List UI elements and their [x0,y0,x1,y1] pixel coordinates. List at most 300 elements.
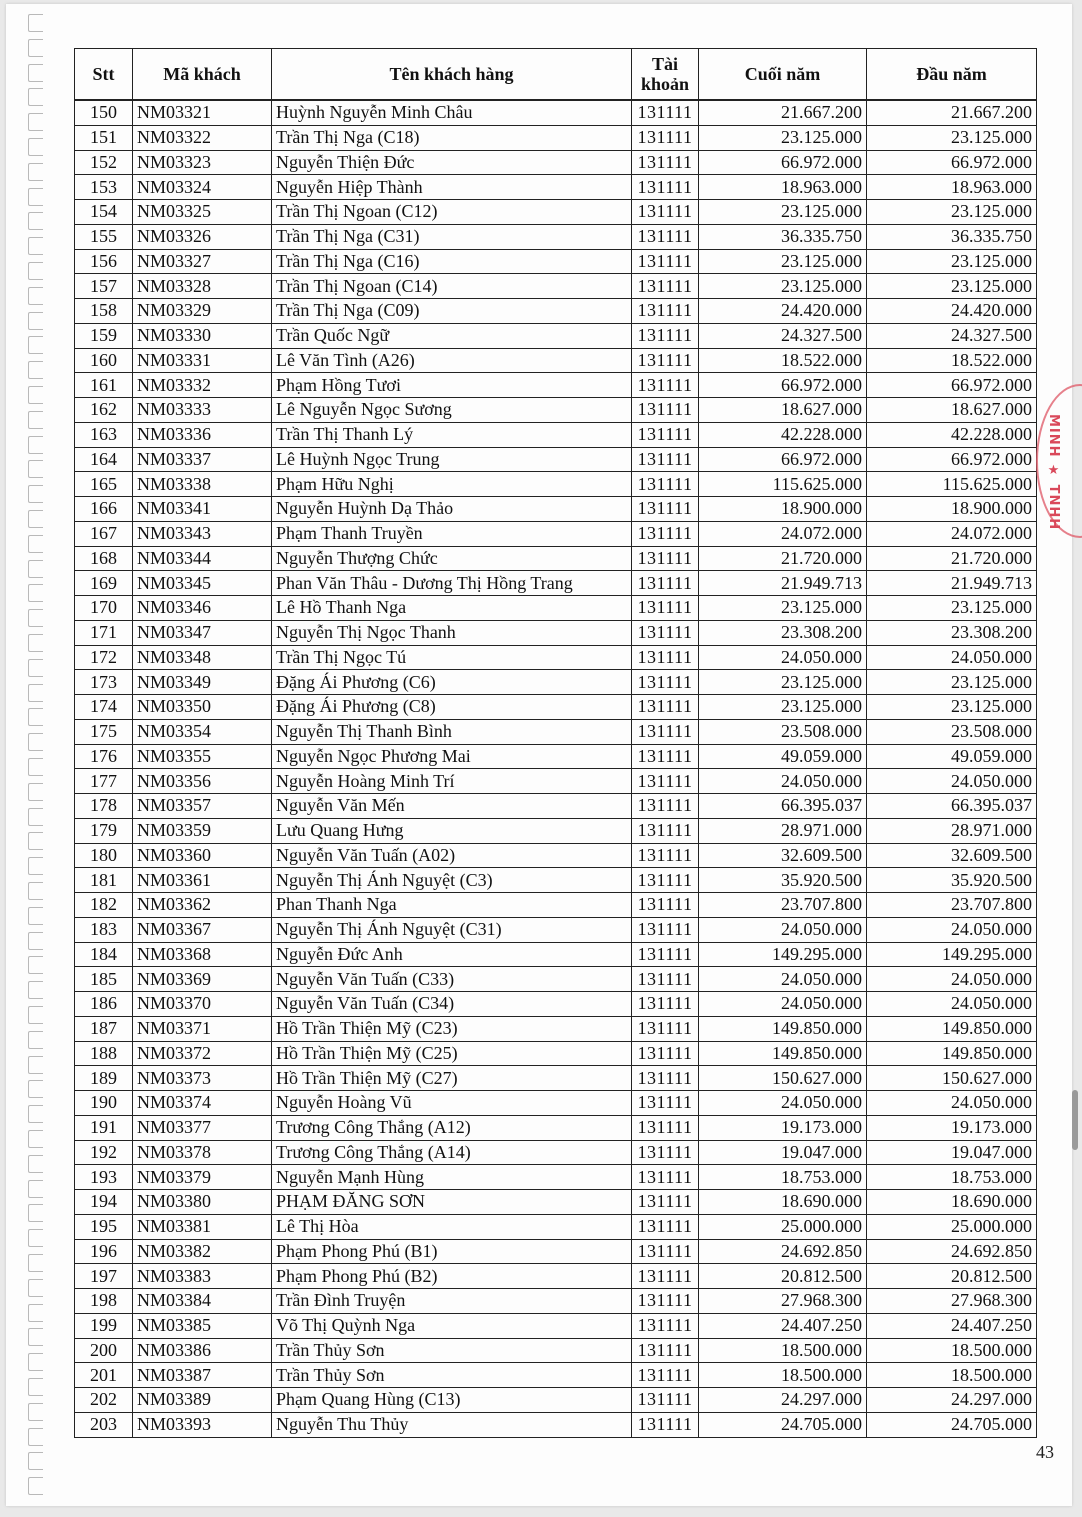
binding-hole [28,535,43,553]
cell-account: 131111 [632,744,699,769]
cell-customer-code: NM03350 [133,695,272,720]
cell-year-start: 23.125.000 [867,695,1037,720]
cell-account: 131111 [632,1041,699,1066]
table-row [75,942,1037,967]
header-stt: Stt [75,49,133,101]
cell-stt: 201 [75,1363,133,1388]
cell-year-end: 49.059.000 [699,744,867,769]
cell-customer-name: Nguyễn Thị Ánh Nguyệt (C3) [272,868,632,893]
cell-customer-name: Nguyễn Hiệp Thành [272,175,632,200]
cell-stt: 172 [75,645,133,670]
cell-customer-name: Lê Nguyễn Ngọc Sương [272,398,632,423]
table-row [75,472,1037,497]
cell-stt: 185 [75,967,133,992]
cell-year-start: 24.050.000 [867,645,1037,670]
cell-stt: 152 [75,150,133,175]
cell-customer-name: Nguyễn Ngọc Phương Mai [272,744,632,769]
cell-year-end: 18.900.000 [699,497,867,522]
cell-customer-code: NM03385 [133,1313,272,1338]
cell-year-start: 18.963.000 [867,175,1037,200]
cell-year-end: 23.125.000 [699,596,867,621]
cell-account: 131111 [632,150,699,175]
cell-stt: 174 [75,695,133,720]
binding-hole [28,1279,43,1297]
cell-year-end: 24.327.500 [699,323,867,348]
binding-hole [28,1105,43,1123]
cell-account: 131111 [632,422,699,447]
binding-hole [28,1056,43,1074]
binding-hole [28,1080,43,1098]
cell-customer-code: NM03370 [133,992,272,1017]
binding-hole [28,1180,43,1198]
header-account [632,49,699,101]
cell-year-start: 18.900.000 [867,497,1037,522]
table-row [75,1239,1037,1264]
binding-hole [28,510,43,528]
cell-year-end: 24.420.000 [699,299,867,324]
binding-hole [28,1428,43,1446]
cell-year-end: 24.050.000 [699,1091,867,1116]
cell-customer-code: NM03346 [133,596,272,621]
cell-year-end: 66.972.000 [699,150,867,175]
cell-stt: 159 [75,323,133,348]
cell-year-end: 23.125.000 [699,125,867,150]
cell-customer-name: Nguyễn Thị Thanh Bình [272,719,632,744]
table-row [75,596,1037,621]
cell-year-end: 21.949.713 [699,571,867,596]
cell-account: 131111 [632,843,699,868]
cell-customer-name: Trần Thị Nga (C31) [272,224,632,249]
table-row [75,1388,1037,1413]
cell-year-start: 23.125.000 [867,249,1037,274]
cell-customer-code: NM03347 [133,620,272,645]
cell-customer-name: Nguyễn Văn Tuấn (C33) [272,967,632,992]
cell-year-end: 18.753.000 [699,1165,867,1190]
cell-account: 131111 [632,274,699,299]
cell-customer-code: NM03387 [133,1363,272,1388]
table-row [75,695,1037,720]
cell-customer-code: NM03355 [133,744,272,769]
cell-stt: 158 [75,299,133,324]
cell-year-end: 23.125.000 [699,670,867,695]
cell-stt: 150 [75,100,133,125]
cell-year-end: 24.050.000 [699,917,867,942]
cell-stt: 165 [75,472,133,497]
cell-year-start: 49.059.000 [867,744,1037,769]
table-row [75,917,1037,942]
cell-account: 131111 [632,868,699,893]
table-row [75,224,1037,249]
cell-account: 131111 [632,472,699,497]
cell-year-start: 23.125.000 [867,596,1037,621]
cell-year-end: 36.335.750 [699,224,867,249]
cell-stt: 167 [75,521,133,546]
cell-stt: 175 [75,719,133,744]
cell-year-end: 21.720.000 [699,546,867,571]
cell-customer-code: NM03381 [133,1214,272,1239]
cell-account: 131111 [632,1140,699,1165]
binding-hole [28,1130,43,1148]
cell-year-end: 149.295.000 [699,942,867,967]
cell-account: 131111 [632,348,699,373]
cell-stt: 190 [75,1091,133,1116]
cell-stt: 166 [75,497,133,522]
cell-year-end: 18.627.000 [699,398,867,423]
table-row [75,1338,1037,1363]
cell-year-start: 24.297.000 [867,1388,1037,1413]
table-row [75,769,1037,794]
cell-year-start: 66.395.037 [867,794,1037,819]
cell-customer-name: Lê Huỳnh Ngọc Trung [272,447,632,472]
table-row [75,150,1037,175]
cell-stt: 194 [75,1190,133,1215]
table-row [75,1313,1037,1338]
cell-customer-code: NM03337 [133,447,272,472]
cell-year-start: 24.705.000 [867,1412,1037,1437]
cell-account: 131111 [632,497,699,522]
cell-customer-name: Trương Công Thắng (A14) [272,1140,632,1165]
cell-year-start: 23.508.000 [867,719,1037,744]
binding-hole [28,560,43,578]
cell-customer-code: NM03328 [133,274,272,299]
binding-hole [28,188,43,206]
cell-year-end: 24.705.000 [699,1412,867,1437]
cell-customer-code: NM03330 [133,323,272,348]
binding-hole [28,287,43,305]
table-row [75,1140,1037,1165]
company-seal-text: MINH ★ TNHH [1046,414,1061,531]
cell-customer-name: Lê Thị Hòa [272,1214,632,1239]
cell-customer-code: NM03389 [133,1388,272,1413]
cell-customer-name: Trần Thủy Sơn [272,1363,632,1388]
cell-year-start: 66.972.000 [867,447,1037,472]
cell-customer-code: NM03323 [133,150,272,175]
cell-customer-name: Trần Thị Nga (C09) [272,299,632,324]
cell-account: 131111 [632,299,699,324]
cell-customer-name: Nguyễn Hoàng Minh Trí [272,769,632,794]
cell-account: 131111 [632,942,699,967]
table-row [75,1289,1037,1314]
cell-year-start: 32.609.500 [867,843,1037,868]
cell-account: 131111 [632,596,699,621]
cell-stt: 198 [75,1289,133,1314]
binding-hole [28,808,43,826]
cell-customer-name: Hồ Trần Thiện Mỹ (C25) [272,1041,632,1066]
cell-year-start: 19.173.000 [867,1115,1037,1140]
table-row [75,1412,1037,1437]
cell-year-end: 150.627.000 [699,1066,867,1091]
cell-account: 131111 [632,893,699,918]
binding-hole [28,212,43,230]
cell-account: 131111 [632,175,699,200]
cell-account: 131111 [632,249,699,274]
binding-hole [28,783,43,801]
cell-customer-code: NM03336 [133,422,272,447]
cell-stt: 168 [75,546,133,571]
table-row [75,1091,1037,1116]
cell-year-start: 24.420.000 [867,299,1037,324]
table-row [75,893,1037,918]
cell-stt: 162 [75,398,133,423]
cell-year-end: 32.609.500 [699,843,867,868]
table-row [75,323,1037,348]
cell-year-start: 23.308.200 [867,620,1037,645]
cell-year-end: 18.690.000 [699,1190,867,1215]
cell-customer-name: Nguyễn Hoàng Vũ [272,1091,632,1116]
binding-hole [28,857,43,875]
cell-year-start: 20.812.500 [867,1264,1037,1289]
cell-year-start: 42.228.000 [867,422,1037,447]
cell-account: 131111 [632,1115,699,1140]
table-header-row [75,49,1037,101]
binding-hole [28,1204,43,1222]
cell-customer-name: Phan Văn Thâu - Dương Thị Hồng Trang [272,571,632,596]
scrollbar-thumb[interactable] [1072,1090,1078,1150]
cell-customer-code: NM03367 [133,917,272,942]
cell-year-start: 27.968.300 [867,1289,1037,1314]
cell-customer-name: Trần Thị Nga (C16) [272,249,632,274]
cell-customer-name: Phạm Hồng Tươi [272,373,632,398]
cell-customer-name: Đặng Ái Phương (C6) [272,670,632,695]
cell-customer-code: NM03362 [133,893,272,918]
binding-hole [28,1328,43,1346]
cell-stt: 173 [75,670,133,695]
cell-year-start: 24.072.000 [867,521,1037,546]
cell-customer-code: NM03382 [133,1239,272,1264]
binding-hole [28,1006,43,1024]
cell-customer-code: NM03344 [133,546,272,571]
cell-year-end: 18.963.000 [699,175,867,200]
binding-hole [28,436,43,454]
cell-year-end: 24.050.000 [699,967,867,992]
table-row [75,373,1037,398]
cell-customer-code: NM03373 [133,1066,272,1091]
table-row [75,249,1037,274]
cell-year-end: 66.972.000 [699,373,867,398]
table-row [75,422,1037,447]
cell-customer-code: NM03325 [133,200,272,225]
cell-year-start: 36.335.750 [867,224,1037,249]
binding-hole [28,907,43,925]
cell-customer-name: Trần Thị Ngoan (C12) [272,200,632,225]
cell-stt: 183 [75,917,133,942]
cell-customer-code: NM03348 [133,645,272,670]
cell-year-start: 23.707.800 [867,893,1037,918]
cell-year-end: 42.228.000 [699,422,867,447]
cell-stt: 153 [75,175,133,200]
cell-customer-name: Nguyễn Văn Mến [272,794,632,819]
table-row [75,1363,1037,1388]
cell-customer-name: Phạm Thanh Truyền [272,521,632,546]
cell-year-end: 19.047.000 [699,1140,867,1165]
cell-stt: 161 [75,373,133,398]
cell-year-end: 27.968.300 [699,1289,867,1314]
cell-customer-name: Hồ Trần Thiện Mỹ (C27) [272,1066,632,1091]
cell-customer-name: Nguyễn Thu Thủy [272,1412,632,1437]
header-customer-name: Tên khách hàng [272,49,632,101]
cell-stt: 196 [75,1239,133,1264]
cell-account: 131111 [632,447,699,472]
cell-customer-code: NM03333 [133,398,272,423]
cell-stt: 176 [75,744,133,769]
cell-year-start: 149.850.000 [867,1041,1037,1066]
cell-customer-code: NM03357 [133,794,272,819]
binding-hole [28,1031,43,1049]
cell-account: 131111 [632,670,699,695]
cell-year-end: 24.072.000 [699,521,867,546]
table-row [75,521,1037,546]
table-row [75,175,1037,200]
cell-account: 131111 [632,719,699,744]
table-row [75,794,1037,819]
cell-customer-name: Phạm Hữu Nghị [272,472,632,497]
cell-year-start: 23.125.000 [867,125,1037,150]
cell-account: 131111 [632,1313,699,1338]
cell-account: 131111 [632,546,699,571]
cell-year-start: 25.000.000 [867,1214,1037,1239]
cell-customer-code: NM03327 [133,249,272,274]
cell-customer-code: NM03332 [133,373,272,398]
binding-hole [28,1477,43,1495]
binding-hole [28,1452,43,1470]
cell-stt: 164 [75,447,133,472]
cell-year-end: 24.407.250 [699,1313,867,1338]
cell-customer-name: Trần Đình Truyện [272,1289,632,1314]
cell-customer-code: NM03331 [133,348,272,373]
cell-year-end: 18.500.000 [699,1363,867,1388]
cell-year-end: 23.308.200 [699,620,867,645]
cell-year-start: 19.047.000 [867,1140,1037,1165]
cell-account: 131111 [632,224,699,249]
cell-year-start: 66.972.000 [867,373,1037,398]
cell-customer-code: NM03386 [133,1338,272,1363]
binding-hole [28,1254,43,1272]
binding-hole [28,411,43,429]
cell-account: 131111 [632,794,699,819]
binding-holes [22,14,52,1504]
cell-year-start: 18.753.000 [867,1165,1037,1190]
cell-account: 131111 [632,1289,699,1314]
cell-year-end: 24.050.000 [699,645,867,670]
table-row [75,1214,1037,1239]
cell-account: 131111 [632,1214,699,1239]
cell-year-end: 23.508.000 [699,719,867,744]
cell-year-start: 18.522.000 [867,348,1037,373]
binding-hole [28,1378,43,1396]
binding-hole [28,758,43,776]
cell-account: 131111 [632,125,699,150]
cell-stt: 187 [75,1016,133,1041]
cell-account: 131111 [632,769,699,794]
cell-stt: 195 [75,1214,133,1239]
cell-stt: 192 [75,1140,133,1165]
cell-account: 131111 [632,100,699,125]
binding-hole [28,609,43,627]
cell-account: 131111 [632,323,699,348]
table-row [75,546,1037,571]
cell-customer-code: NM03372 [133,1041,272,1066]
binding-hole [28,832,43,850]
cell-year-end: 24.692.850 [699,1239,867,1264]
cell-stt: 154 [75,200,133,225]
cell-year-end: 35.920.500 [699,868,867,893]
cell-year-start: 24.407.250 [867,1313,1037,1338]
cell-customer-code: NM03349 [133,670,272,695]
cell-stt: 184 [75,942,133,967]
cell-year-start: 18.627.000 [867,398,1037,423]
table-row [75,100,1037,125]
cell-customer-code: NM03369 [133,967,272,992]
binding-hole [28,1229,43,1247]
header-customer-code: Mã khách [133,49,272,101]
cell-stt: 180 [75,843,133,868]
cell-stt: 163 [75,422,133,447]
table-row [75,1190,1037,1215]
header-year-start: Đầu năm [867,49,1037,101]
binding-hole [28,981,43,999]
cell-account: 131111 [632,1165,699,1190]
table-row [75,843,1037,868]
header-year-end: Cuối năm [699,49,867,101]
cell-stt: 197 [75,1264,133,1289]
cell-customer-name: Lưu Quang Hưng [272,818,632,843]
cell-customer-name: Phạm Quang Hùng (C13) [272,1388,632,1413]
cell-customer-name: Huỳnh Nguyễn Minh Châu [272,100,632,125]
cell-account: 131111 [632,695,699,720]
cell-customer-name: Hồ Trần Thiện Mỹ (C23) [272,1016,632,1041]
binding-hole [28,386,43,404]
cell-year-end: 23.125.000 [699,274,867,299]
cell-customer-name: Phạm Phong Phú (B2) [272,1264,632,1289]
binding-hole [28,1353,43,1371]
table-row [75,620,1037,645]
cell-stt: 157 [75,274,133,299]
cell-account: 131111 [632,1066,699,1091]
cell-stt: 182 [75,893,133,918]
cell-account: 131111 [632,620,699,645]
cell-customer-name: Nguyễn Thị Ngọc Thanh [272,620,632,645]
cell-year-end: 25.000.000 [699,1214,867,1239]
cell-year-end: 66.972.000 [699,447,867,472]
table-body [75,100,1037,1437]
cell-stt: 179 [75,818,133,843]
cell-account: 131111 [632,398,699,423]
cell-year-start: 24.692.850 [867,1239,1037,1264]
cell-customer-name: Trần Thị Ngoan (C14) [272,274,632,299]
document-page [6,4,1072,1506]
cell-account: 131111 [632,1091,699,1116]
cell-year-start: 66.972.000 [867,150,1037,175]
cell-customer-code: NM03377 [133,1115,272,1140]
table-row [75,868,1037,893]
cell-year-start: 24.327.500 [867,323,1037,348]
cell-year-start: 24.050.000 [867,967,1037,992]
cell-year-start: 149.295.000 [867,942,1037,967]
binding-hole [28,733,43,751]
cell-year-end: 24.297.000 [699,1388,867,1413]
binding-hole [28,485,43,503]
cell-year-end: 23.125.000 [699,200,867,225]
cell-year-start: 18.690.000 [867,1190,1037,1215]
binding-hole [28,584,43,602]
table-row [75,744,1037,769]
cell-account: 131111 [632,1338,699,1363]
cell-customer-name: Lê Văn Tình (A26) [272,348,632,373]
table-row [75,125,1037,150]
cell-customer-name: Nguyễn Huỳnh Dạ Thảo [272,497,632,522]
cell-year-start: 21.949.713 [867,571,1037,596]
cell-stt: 151 [75,125,133,150]
